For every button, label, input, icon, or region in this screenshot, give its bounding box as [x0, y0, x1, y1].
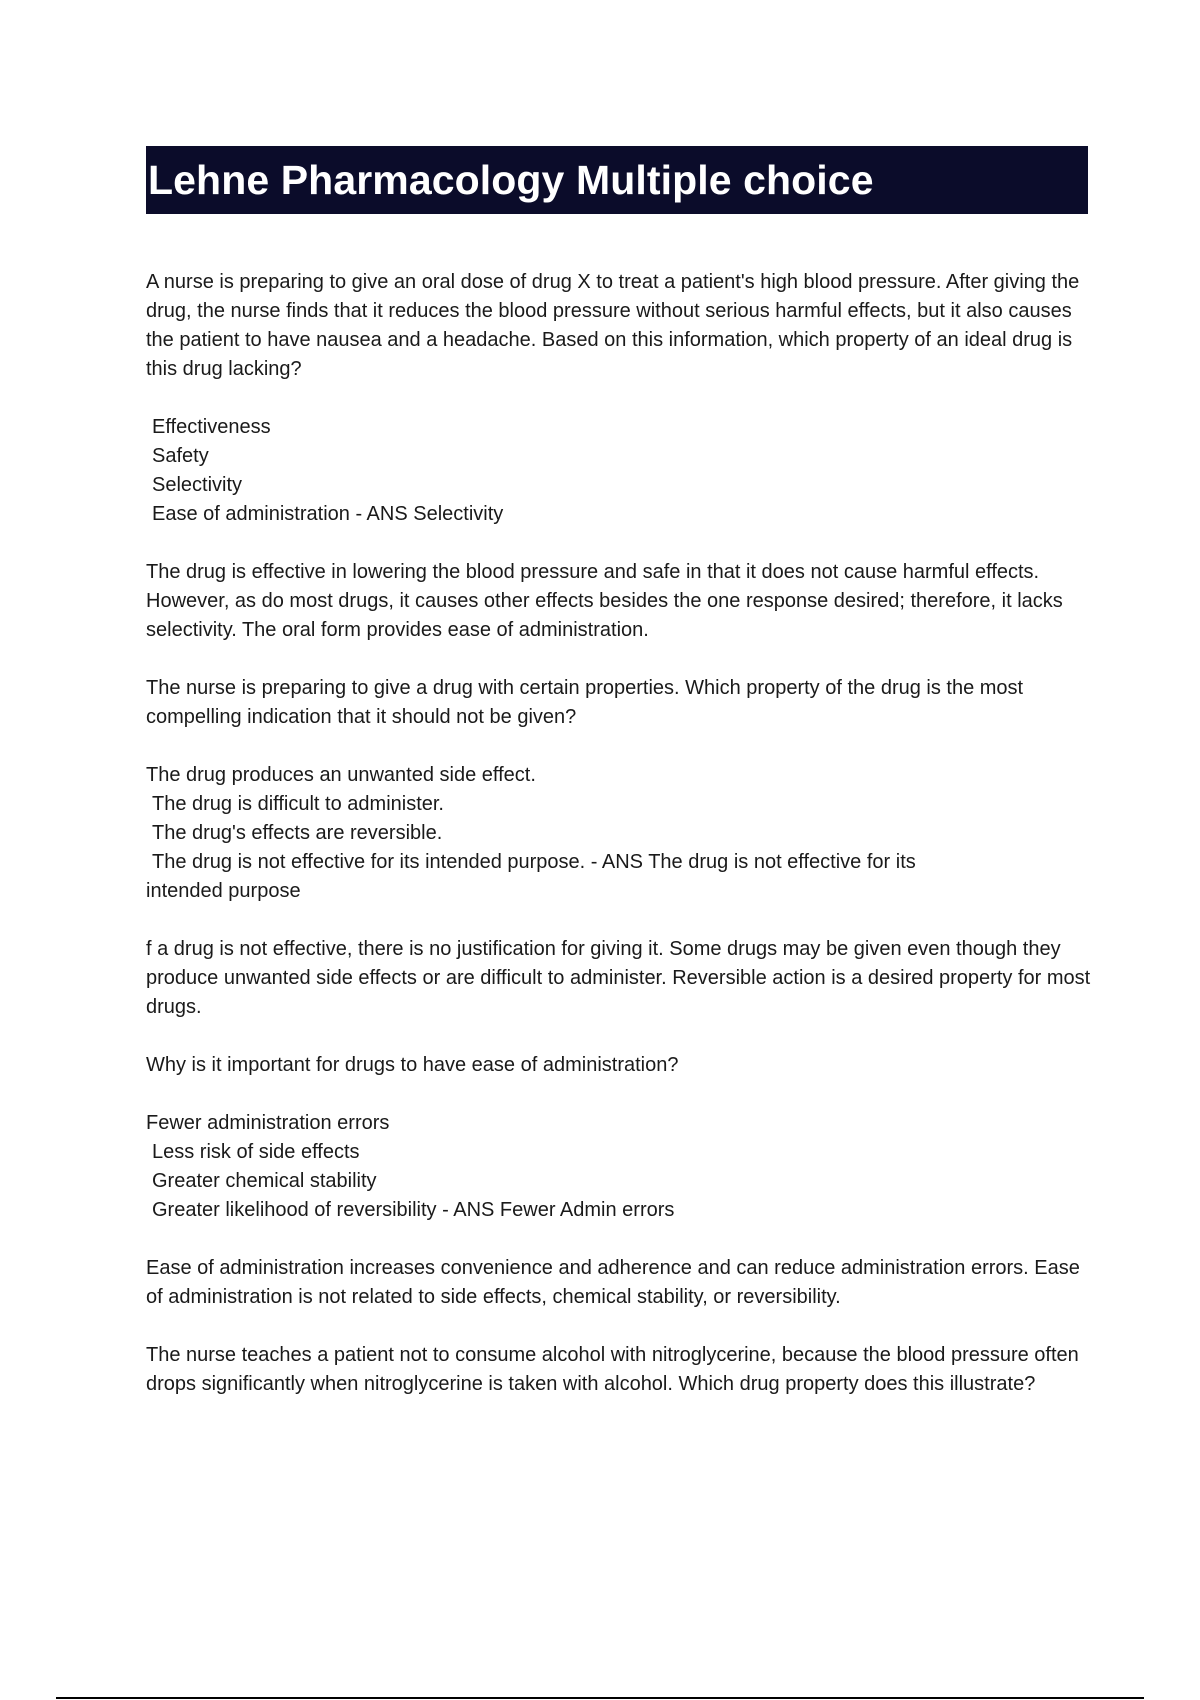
paragraph-spacer: [146, 645, 1091, 674]
paragraph: The nurse teaches a patient not to consume alcohol with nitroglycerine, because the blood pressure often drops significantly when nitroglycerine is taken with alcohol. Which drug property does this illustrate?: [146, 1344, 1079, 1395]
document-body: [146, 268, 1091, 1399]
paragraph-spacer: [146, 1312, 1091, 1341]
paragraph: The drug is effective in lowering the blood pressure and safe in that it does not cause harmful effects. However, as do most drugs, it causes other effects besides the one response desired; therefore, it lacks selectivity. The oral form provides ease of administration.: [146, 561, 1063, 641]
paragraph-spacer: [146, 529, 1091, 558]
paragraph: intended purpose: [146, 880, 301, 902]
paragraph: Why is it important for drugs to have ease of administration?: [146, 1054, 679, 1076]
title-banner: [146, 146, 1088, 214]
answer-option: The drug's effects are reversible.: [152, 822, 443, 844]
answer-option: Greater likelihood of reversibility - ANS Fewer Admin errors: [152, 1199, 675, 1221]
answer-option: Safety: [152, 445, 209, 467]
paragraph-spacer: [146, 906, 1091, 935]
paragraph-spacer: [146, 1080, 1091, 1109]
paragraph: Ease of administration increases convenience and adherence and can reduce administration errors. Ease of administration is not related to side effects, chemical stability, or reversibility.: [146, 1257, 1080, 1308]
paragraph-spacer: [146, 1225, 1091, 1254]
paragraph: A nurse is preparing to give an oral dose of drug X to treat a patient's high blood pressure. After giving the drug, the nurse finds that it reduces the blood pressure without serious harmful effects, but it also causes the patient to have nausea and a headache. Based on this information, which property of an ideal drug is this drug lacking?: [146, 271, 1080, 380]
paragraph: The drug produces an unwanted side effect.: [146, 764, 536, 786]
paragraph: The nurse is preparing to give a drug with certain properties. Which property of the drug is the most compelling indication that it should not be given?: [146, 677, 1024, 728]
paragraph: f a drug is not effective, there is no justification for giving it. Some drugs may be given even though they produce unwanted side effects or are difficult to administer. Reversible action is a desired property for most drugs.: [146, 938, 1091, 1018]
answer-option: Greater chemical stability: [152, 1170, 377, 1192]
paragraph-spacer: [146, 1022, 1091, 1051]
answer-option: Effectiveness: [152, 416, 271, 438]
answer-option: The drug is difficult to administer.: [152, 793, 444, 815]
paragraph: Fewer administration errors: [146, 1112, 390, 1134]
answer-option: The drug is not effective for its intended purpose. - ANS The drug is not effective for its: [152, 851, 916, 873]
paragraph-spacer: [146, 384, 1091, 413]
answer-option: Selectivity: [152, 474, 243, 496]
paragraph-spacer: [146, 732, 1091, 761]
document-title: Lehne Pharmacology Multiple choice: [148, 156, 874, 203]
answer-option: Ease of administration - ANS Selectivity: [152, 503, 504, 525]
answer-option: Less risk of side effects: [152, 1141, 360, 1163]
footer-rule: [56, 1697, 1144, 1699]
